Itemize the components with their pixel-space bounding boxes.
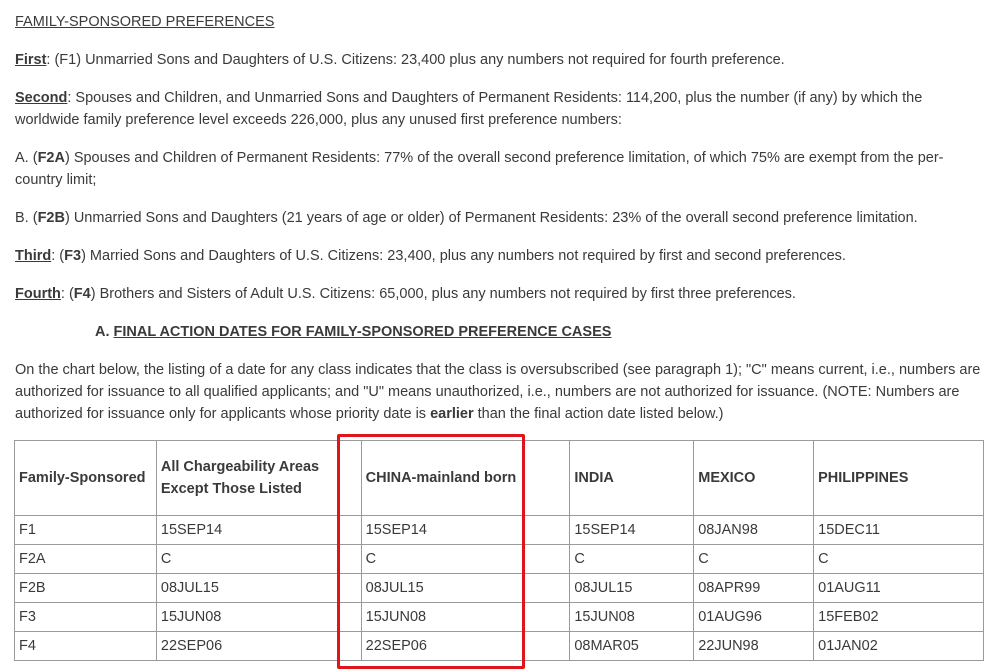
section-a-prefix: A. (95, 324, 114, 340)
chart-note (15, 359, 986, 425)
f2a-code: F2A (37, 150, 65, 166)
cell-mexico: 22JUN98 (694, 632, 814, 661)
cell-india: 08MAR05 (570, 632, 694, 661)
header-mexico: MEXICO (694, 441, 814, 516)
table-row (15, 516, 984, 545)
cell-philippines: 01JAN02 (814, 632, 984, 661)
f2a-text: ) Spouses and Children of Permanent Residents: 77% of the overall second preference limitation, of which 75% are exempt from the per-country limit; (15, 150, 944, 188)
header-china-mainland: CHINA-mainland born (361, 441, 570, 516)
cell-philippines: 01AUG11 (814, 574, 984, 603)
chart-note-after: than the final action date listed below.) (473, 406, 724, 422)
third-code: F3 (64, 248, 82, 264)
cell-mexico: 01AUG96 (694, 603, 814, 632)
cell-china: C (361, 545, 570, 574)
fourth-text: ) Brothers and Sisters of Adult U.S. Citizens: 65,000, plus any numbers not required by first three preferences. (90, 286, 796, 302)
fourth-pre: : ( (60, 286, 74, 302)
f2b-prefix: B. ( (15, 210, 38, 226)
row-category: F2A (15, 545, 157, 574)
cell-all-chargeability: 15JUN08 (156, 603, 361, 632)
row-category: F1 (15, 516, 157, 545)
cell-all-chargeability: 22SEP06 (156, 632, 361, 661)
cell-philippines: 15DEC11 (814, 516, 984, 545)
section-a-heading (95, 321, 986, 343)
second-label: Second (15, 90, 68, 106)
third-label: Third (15, 248, 52, 264)
f2b-code: F2B (37, 210, 65, 226)
chart-note-emphasis: earlier (430, 406, 474, 422)
cell-all-chargeability: C (156, 545, 361, 574)
header-all-chargeability: All Chargeability Areas Except Those Listed (156, 441, 361, 516)
cell-mexico: 08APR99 (694, 574, 814, 603)
third-preference (15, 245, 986, 267)
family-preferences-heading: FAMILY-SPONSORED PREFERENCES (15, 14, 275, 30)
cell-mexico: C (694, 545, 814, 574)
f2b-text: ) Unmarried Sons and Daughters (21 years of age or older) of Permanent Residents: 23% of the overall second preference limitation. (64, 210, 918, 226)
second-preference (15, 87, 986, 131)
header-philippines: PHILIPPINES (814, 441, 984, 516)
final-action-dates-table (14, 440, 984, 661)
fourth-preference (15, 283, 986, 305)
second-text: : Spouses and Children, and Unmarried Sons and Daughters of Permanent Residents: 114,200, plus the number (if any) by which the worldwide family preference level exceeds 226,000, plus any unused first preference numbers: (15, 90, 923, 128)
section-a-title: FINAL ACTION DATES FOR FAMILY-SPONSORED PREFERENCE CASES (113, 324, 612, 340)
cell-philippines: 15FEB02 (814, 603, 984, 632)
table-header-row (15, 441, 984, 516)
table-row (15, 574, 984, 603)
table-row (15, 603, 984, 632)
row-category: F3 (15, 603, 157, 632)
table-row (15, 545, 984, 574)
cell-philippines: C (814, 545, 984, 574)
fourth-code: F4 (73, 286, 91, 302)
cell-india: C (570, 545, 694, 574)
third-text: ) Married Sons and Daughters of U.S. Citizens: 23,400, plus any numbers not required by first and second preferences. (81, 248, 846, 264)
first-label: First (15, 52, 47, 68)
cell-india: 08JUL15 (570, 574, 694, 603)
cell-china: 22SEP06 (361, 632, 570, 661)
header-family-sponsored: Family-Sponsored (15, 441, 157, 516)
row-category: F4 (15, 632, 157, 661)
cell-india: 15SEP14 (570, 516, 694, 545)
cell-china: 15SEP14 (361, 516, 570, 545)
header-india: INDIA (570, 441, 694, 516)
f2a-prefix: A. ( (15, 150, 38, 166)
cell-india: 15JUN08 (570, 603, 694, 632)
cell-all-chargeability: 15SEP14 (156, 516, 361, 545)
fourth-label: Fourth (15, 286, 61, 302)
row-category: F2B (15, 574, 157, 603)
cell-mexico: 08JAN98 (694, 516, 814, 545)
first-text: : (F1) Unmarried Sons and Daughters of U.S. Citizens: 23,400 plus any numbers not required for fourth preference. (46, 52, 785, 68)
third-pre: : ( (51, 248, 65, 264)
section-heading (15, 11, 986, 33)
cell-all-chargeability: 08JUL15 (156, 574, 361, 603)
table-row (15, 632, 984, 661)
first-preference (15, 49, 986, 71)
chart-note-before: On the chart below, the listing of a date for any class indicates that the class is oversubscribed (see paragraph 1); "C" means current, i.e., numbers are authorized for issuance to all qualified applicants; and "U" means unauthorized, i.e., numbers are not authorized for issuance. (NOTE: Numbers are authorized for issuance only for applicants whose priority date is (15, 362, 981, 422)
f2a-preference (15, 147, 986, 191)
cell-china: 08JUL15 (361, 574, 570, 603)
f2b-preference (15, 207, 986, 229)
cell-china: 15JUN08 (361, 603, 570, 632)
